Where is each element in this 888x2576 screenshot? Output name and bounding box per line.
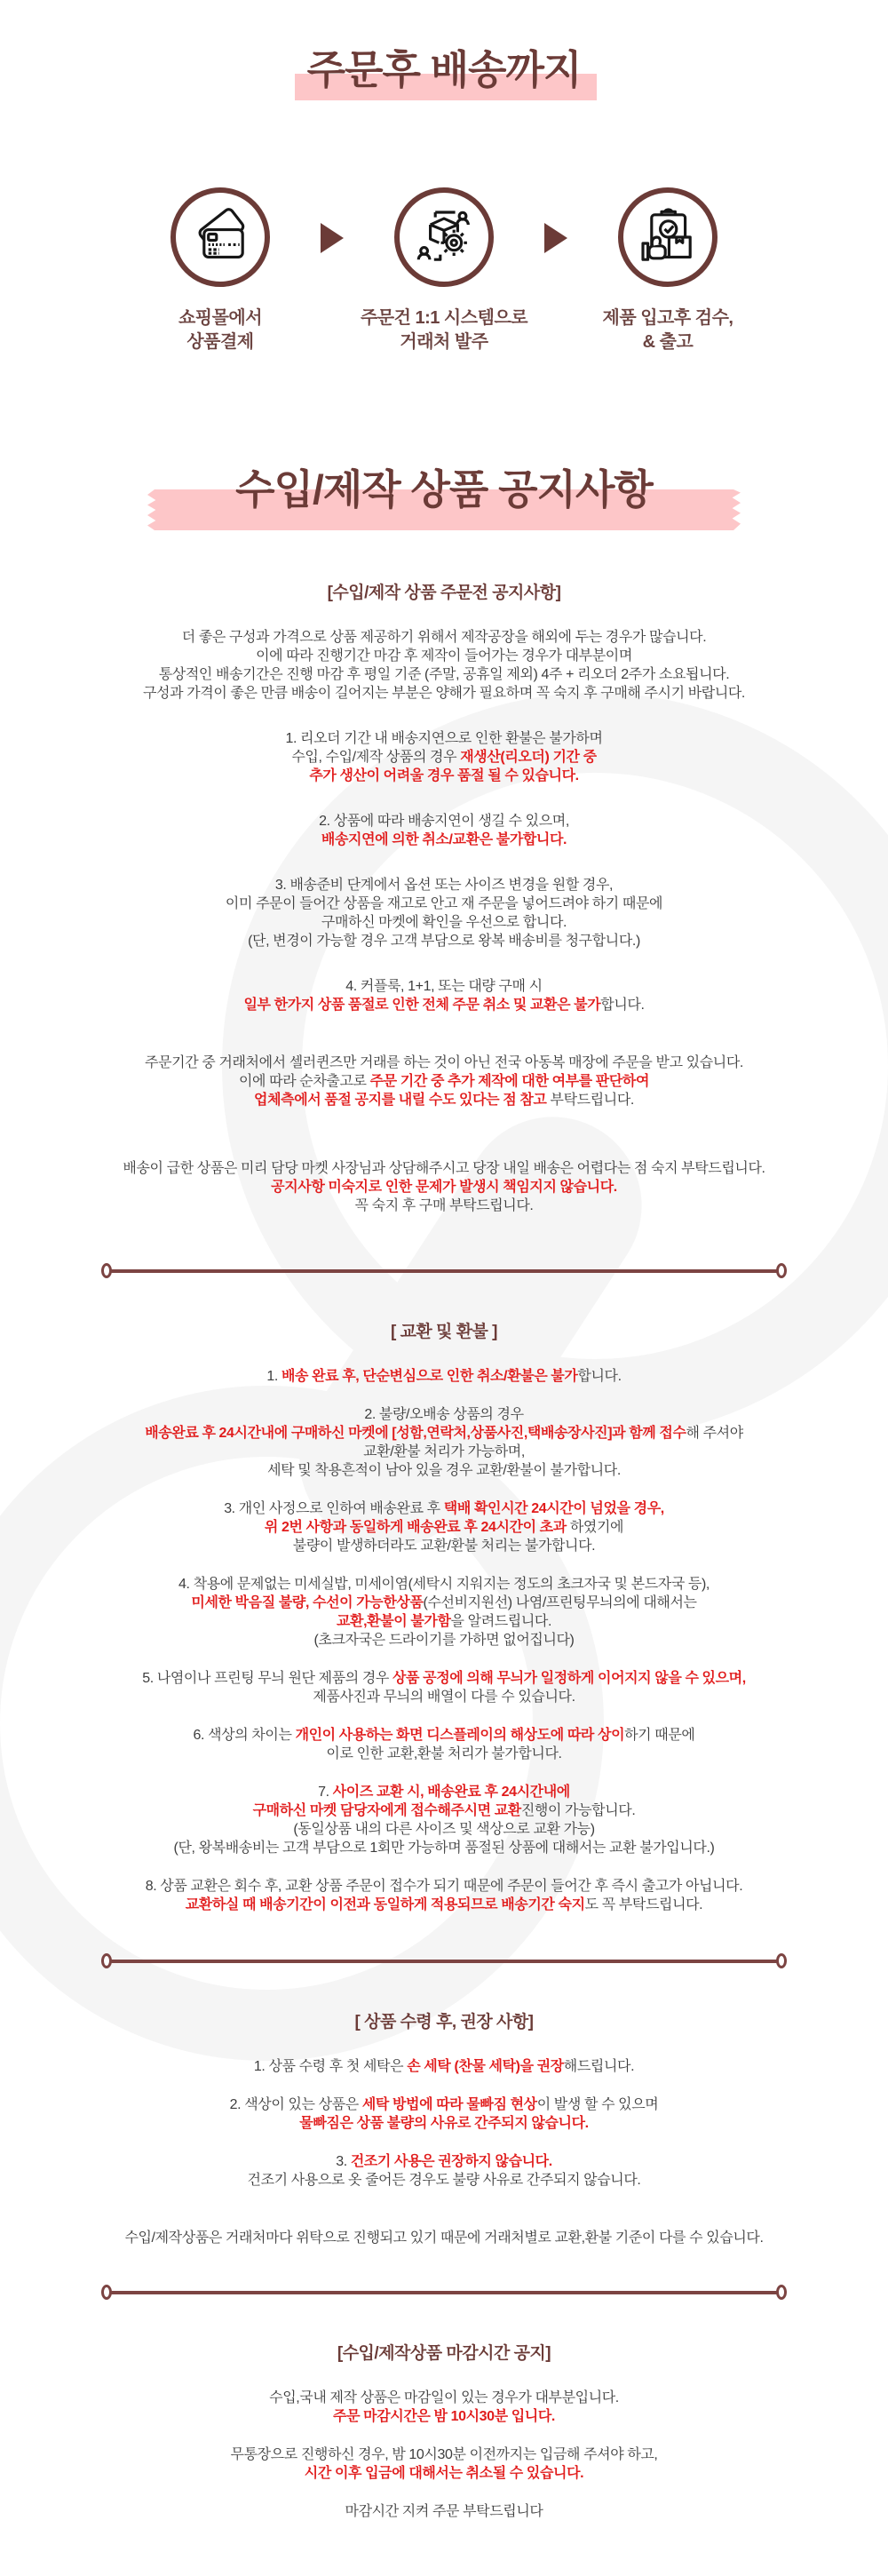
divider-ring-right — [776, 1953, 787, 1968]
flow-step-order-system — [351, 187, 537, 354]
text-line: 8. 상품 교환은 회수 후, 교환 상품 주문이 접수가 되기 때문에 주문이 들어간 후 즉시 출고가 아닙니다. — [145, 1879, 743, 1894]
text-line: 건조기 사용으로 옷 줄어든 경우도 불량 사유로 간주되지 않습니다. — [247, 2173, 641, 2188]
credit-card-icon — [183, 200, 258, 274]
notice-title — [0, 457, 888, 532]
text-line: 수입/제작상품은 거래처마다 위탁으로 진행되고 있기 때문에 거래처별로 교환,환불 기준이 다를 수 있습니다. — [124, 2230, 764, 2246]
notice-block — [0, 1669, 888, 1706]
notice-block — [0, 2502, 888, 2521]
flow-step-inspection — [575, 187, 761, 354]
text-line: 무통장으로 진행하신 경우, 밤 10시30분 이전까지는 입금해 주셔야 하고, — [230, 2447, 658, 2462]
text-line: 주문 마감시간은 밤 10시30분 입니다. — [333, 2409, 555, 2424]
divider-line — [109, 1960, 779, 1963]
notice-block — [0, 1499, 888, 1555]
text-line: 1. 리오더 기간 내 배송지연으로 인한 환불은 불가하며 — [285, 731, 603, 746]
text-line: 제품사진과 무늬의 배열이 다를 수 있습니다. — [313, 1690, 575, 1705]
divider-ring-right — [776, 2285, 787, 2300]
section-pre-order-notice — [0, 582, 888, 1215]
text-line: 2. 불량/오배송 상품의 경우 — [364, 1407, 524, 1422]
divider-line — [109, 1269, 779, 1273]
notice-block — [0, 2057, 888, 2076]
notice-block — [0, 1877, 888, 1914]
divider-ring-right — [776, 1263, 787, 1278]
text-line: 교환하실 때 배송기간이 이전과 동일하게 적용되므로 배송기간 숙지도 꼭 부탁드립니다. — [185, 1897, 703, 1912]
text-line: 수입,국내 제작 상품은 마감일이 있는 경우가 대부분입니다. — [269, 2390, 619, 2405]
notice-block — [0, 2095, 888, 2133]
notice-block — [0, 1159, 888, 1215]
text-line: 4. 커플룩, 1+1, 또는 대량 구매 시 — [345, 979, 543, 994]
text-line: 7. 사이즈 교환 시, 배송완료 후 24시간내에 — [318, 1785, 570, 1800]
notice-block — [0, 1575, 888, 1650]
text-line: 이에 따라 진행기간 마감 후 제작이 들어가는 경우가 대부분이며 — [256, 648, 632, 664]
text-line: 꼭 숙지 후 구매 부탁드립니다. — [354, 1198, 534, 1213]
text-line: 불량이 발생하더라도 교환/환불 처리는 불가합니다. — [292, 1538, 596, 1554]
section-divider — [101, 1953, 787, 1968]
notice-block — [0, 729, 888, 785]
divider-ring-left — [101, 1263, 112, 1278]
text-line: 추가 생산이 어려울 경우 품절 될 수 있습니다. — [309, 768, 579, 783]
section-heading: [ 교환 및 환불 ] — [390, 1323, 498, 1341]
step-label-line: 쇼핑몰에서 — [178, 308, 263, 328]
section-divider — [101, 2285, 787, 2300]
notice-block — [0, 1405, 888, 1480]
text-line: 물빠짐은 상품 불량의 사유로 간주되지 않습니다. — [299, 2116, 589, 2131]
text-line: 주문기간 중 거래처에서 셀러퀸즈만 거래를 하는 것이 아닌 전국 아동복 매장에 주문을 받고 있습니다. — [145, 1055, 743, 1070]
text-line: 배송이 급한 상품은 미리 담당 마켓 사장님과 상담해주시고 당장 내일 배송은 어렵다는 점 숙지 부탁드립니다. — [123, 1161, 765, 1176]
text-line: 이에 따라 순차출고로 주문 기간 중 추가 제작에 대한 여부를 판단하여 — [238, 1074, 650, 1089]
text-line: 1. 상품 수령 후 첫 세탁은 손 세탁 (찬물 세탁)을 권장해드립니다. — [253, 2059, 635, 2074]
notice-block — [0, 2229, 888, 2247]
text-line: 1. 배송 완료 후, 단순변심으로 인한 취소/환불은 불가합니다. — [266, 1369, 622, 1384]
notice-block — [0, 1783, 888, 1857]
notice-title-text: 수입/제작 상품 공지사항 — [235, 466, 653, 513]
section-deadline-notice — [0, 2342, 888, 2521]
section-after-receipt — [0, 2011, 888, 2247]
step-label-line: 주문건 1:1 시스템으로 — [360, 308, 528, 328]
text-line: 2. 색상이 있는 상품은 세탁 방법에 따라 물빠짐 현상이 발생 할 수 있으며 — [229, 2097, 659, 2112]
circle-frame — [394, 187, 494, 287]
text-line: 구매하신 마켓에 확인을 우선으로 합니다. — [321, 915, 567, 930]
package-inspection-icon — [630, 200, 705, 274]
section-divider — [101, 1263, 787, 1278]
step-label-line: 상품결제 — [186, 332, 254, 352]
section-heading: [수입/제작상품 마감시간 공지] — [337, 2344, 551, 2363]
text-line: 4. 착용에 문제없는 미세실밥, 미세이염(세탁시 지워지는 정도의 초크자국 및 본드자국 등), — [178, 1577, 710, 1592]
circle-frame — [618, 187, 718, 287]
page-title-highlight: 주문후 배송까지 — [307, 37, 582, 95]
circle-frame — [170, 187, 270, 287]
text-line: 마감시간 지켜 주문 부탁드립니다 — [345, 2504, 543, 2519]
flow-step-payment — [127, 187, 313, 354]
text-line: 5. 나염이나 프린팅 무늬 원단 제품의 경우 상품 공정에 의해 무늬가 일정하게 이어지지 않을 수 있으며, — [142, 1671, 746, 1686]
text-line: 교환,환불이 불가함을 알려드립니다. — [336, 1614, 552, 1629]
text-line: 이미 주문이 들어간 상품을 재고로 안고 재 주문을 넣어드려야 하기 때문에 — [225, 896, 663, 911]
text-line: 수입, 수입/제작 상품의 경우 재생산(리오더) 기간 중 — [291, 750, 597, 765]
divider-line — [109, 2291, 779, 2294]
text-line: 미세한 박음질 불량, 수선이 가능한상품(수선비지원선) 나염/프린팅무늬의에 대해서는 — [191, 1595, 697, 1610]
text-line: 이로 인한 교환,환불 처리가 불가합니다. — [326, 1746, 562, 1761]
notice-block — [0, 1726, 888, 1763]
divider-ring-left — [101, 2285, 112, 2300]
step-label — [178, 306, 262, 354]
step-label-line: 제품 입고후 검수, — [602, 308, 733, 328]
notice-block — [0, 2445, 888, 2483]
text-line: 3. 개인 사정으로 인하여 배송완료 후 택배 확인시간 24시간이 넘었을 경우, — [224, 1501, 664, 1516]
text-line: 통상적인 배송기간은 진행 마감 후 평일 기준 (주말, 공휴일 제외) 4주 + 리오더 2주가 소요됩니다. — [158, 667, 730, 682]
notice-block — [0, 812, 888, 849]
notice-block — [0, 876, 888, 950]
text-line: 구매하신 마켓 담당자에게 접수해주시면 교환진행이 가능합니다. — [252, 1803, 636, 1818]
step-label — [361, 306, 527, 354]
step-label-line: & 출고 — [642, 332, 694, 352]
notice-block — [0, 977, 888, 1014]
text-line: 배송완료 후 24시간내에 구매하신 마켓에 [성함,연락처,상품사진,택배송장사진]과 함께 접수해 주셔야 — [145, 1426, 743, 1441]
text-line: 교환/환불 처리가 가능하며, — [363, 1444, 525, 1459]
text-line: 위 2번 사항과 동일하게 배송완료 후 24시간이 초과 하였기에 — [264, 1520, 624, 1535]
text-line: 세탁 및 착용흔적이 남아 있을 경우 교환/환불이 불가합니다. — [267, 1463, 621, 1478]
text-line: 더 좋은 구성과 가격으로 상품 제공하기 위해서 제작공장을 해외에 두는 경우가 많습니다. — [181, 630, 707, 645]
text-line: 3. 건조기 사용은 권장하지 않습니다. — [336, 2154, 552, 2169]
page-title — [307, 37, 582, 95]
notice-block — [0, 2152, 888, 2190]
text-line: (단, 왕복배송비는 고객 부담으로 1회만 가능하며 품절된 상품에 대해서는 교환 불가입니다.) — [173, 1841, 715, 1856]
notice-block — [0, 1053, 888, 1109]
arrow-right-icon — [544, 223, 567, 253]
text-line: 일부 한가지 상품 품절로 인한 전체 주문 취소 및 교환은 불가합니다. — [243, 998, 645, 1013]
text-line: 2. 상품에 따라 배송지연이 생길 수 있으며, — [319, 814, 569, 829]
text-line: 시간 이후 입금에 대해서는 취소될 수 있습니다. — [304, 2466, 584, 2481]
notice-block — [0, 628, 888, 703]
section-heading: [ 상품 수령 후, 권장 사항] — [354, 2013, 534, 2031]
notice-block — [0, 1367, 888, 1386]
text-line: (동일상품 내의 다른 사이즈 및 색상으로 교환 가능) — [293, 1822, 595, 1837]
text-line: (초크자국은 드라이기를 가하면 없어집니다) — [313, 1633, 575, 1648]
step-label — [603, 306, 733, 354]
text-line: 3. 배송준비 단계에서 옵션 또는 사이즈 변경을 원할 경우, — [274, 878, 614, 893]
section-exchange-refund — [0, 1321, 888, 1914]
section-heading: [수입/제작 상품 주문전 공지사항] — [327, 584, 561, 602]
text-line: (단, 변경이 가능할 경우 고객 부담으로 왕복 배송비를 청구합니다.) — [248, 934, 640, 949]
order-flow — [0, 187, 888, 354]
text-line: 구성과 가격이 좋은 만큼 배송이 길어지는 부분은 양해가 필요하며 꼭 숙지 후 구매해 주시기 바랍니다. — [143, 686, 745, 701]
text-line: 공지사항 미숙지로 인한 문제가 발생시 책임지지 않습니다. — [271, 1180, 617, 1195]
arrow-right-icon — [321, 223, 344, 253]
text-line: 배송지연에 의한 취소/교환은 불가합니다. — [321, 832, 567, 847]
divider-ring-left — [101, 1953, 112, 1968]
notice-block — [0, 2389, 888, 2426]
text-line: 업체측에서 품절 공지를 내릴 수도 있다는 점 참고 부탁드립니다. — [254, 1093, 634, 1108]
step-label-line: 거래처 발주 — [400, 332, 488, 352]
text-line: 6. 색상의 차이는 개인이 사용하는 화면 디스플레이의 해상도에 따라 상이하기 때문에 — [193, 1728, 695, 1743]
order-system-icon — [407, 200, 481, 274]
